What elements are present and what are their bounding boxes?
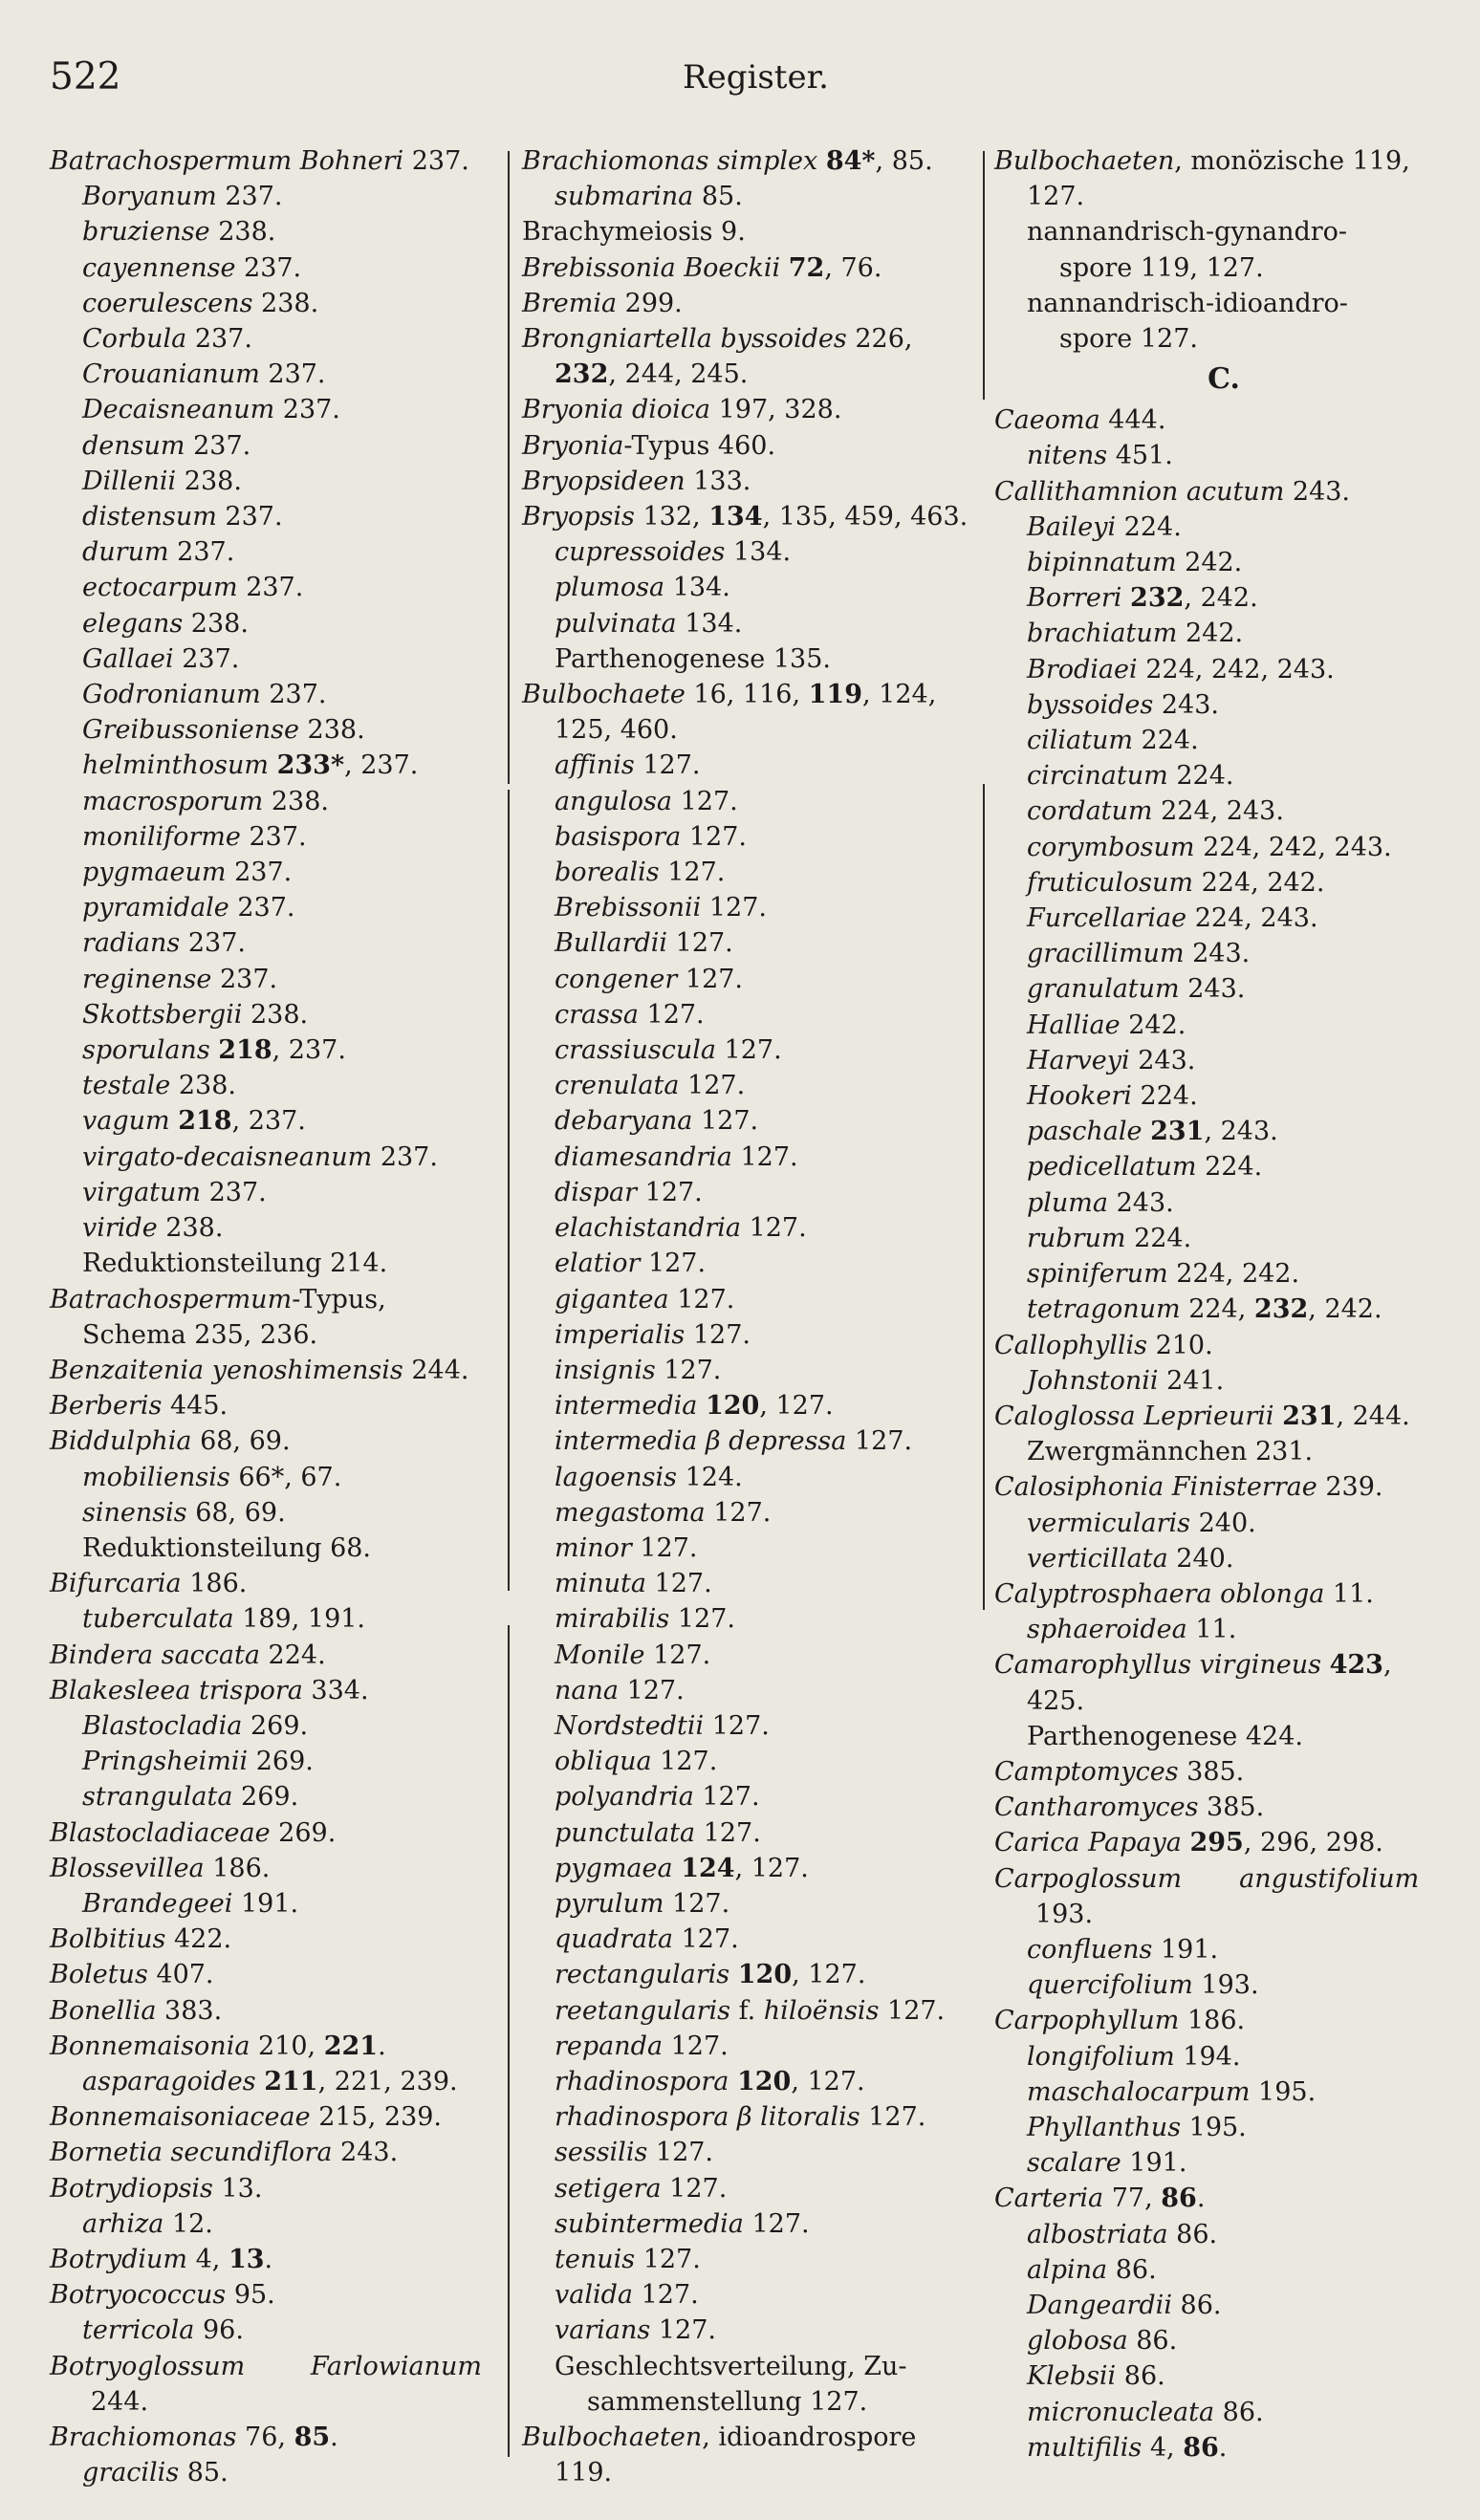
index-entry: longifolium 194. xyxy=(1027,2041,1241,2072)
index-entry: punctulata 127. xyxy=(555,1817,761,1848)
page-title: Register. xyxy=(683,58,829,97)
index-entry: megastoma 127. xyxy=(555,1497,772,1528)
index-entry: Blastocladiaceae 269. xyxy=(50,1817,337,1848)
index-entry: lagoensis 124. xyxy=(555,1462,743,1492)
column-rule-1a xyxy=(508,151,510,784)
index-entry: mobiliensis 66*, 67. xyxy=(82,1462,342,1492)
index-entry: Bryopsideen 133. xyxy=(522,466,751,496)
index-entry: Callithamnion acutum 243. xyxy=(994,476,1351,507)
index-entry: Dillenii 238. xyxy=(82,466,242,496)
index-entry: corymbosum 224, 242, 243. xyxy=(1027,832,1392,862)
index-entry: Decaisneanum 237. xyxy=(82,395,340,425)
index-entry: Bifurcaria 186. xyxy=(50,1569,248,1599)
index-entry: Carica Papaya 295, 296, 298. xyxy=(994,1828,1383,1858)
index-entry: submarina 85. xyxy=(555,182,743,212)
index-entry: rhadinospora 120, 127. xyxy=(555,2066,865,2096)
index-entry: minor 127. xyxy=(555,1532,698,1563)
column-rule-1b xyxy=(508,790,510,1591)
index-entry: strangulata 269. xyxy=(82,1782,299,1813)
index-entry: Benzaitenia yenoshimensis 244. xyxy=(50,1355,469,1385)
index-entry: varians 127. xyxy=(555,2315,716,2346)
index-entry: rhadinospora β litoralis 127. xyxy=(555,2102,926,2133)
index-entry: virgatum 237. xyxy=(82,1177,267,1207)
index-entry: dispar 127. xyxy=(555,1177,703,1207)
index-entry: pyramidale 237. xyxy=(82,893,295,923)
index-entry: Callophyllis 210. xyxy=(994,1330,1213,1360)
index-entry: borealis 127. xyxy=(555,858,726,888)
index-entry: Bryonia dioica 197, 328. xyxy=(522,395,842,425)
index-entry: albostriata 86. xyxy=(1027,2219,1218,2249)
index-entry: asparagoides 211, 221, 239. xyxy=(82,2066,458,2096)
index-entry: Halliae 242. xyxy=(1027,1010,1186,1040)
page-number: 522 xyxy=(50,55,121,98)
index-entry: Brachymeiosis 9. xyxy=(522,217,746,248)
index-entry: Reduktionsteilung 214. xyxy=(82,1249,388,1279)
index-entry: pygmaea 124, 127. xyxy=(555,1853,809,1883)
index-entry: Carteria 77, 86. xyxy=(994,2183,1206,2214)
index-entry: Brebissonia Boeckii 72, 76. xyxy=(522,252,882,283)
index-entry: affinis 127. xyxy=(555,750,701,781)
index-entry: obliqua 127. xyxy=(555,1747,718,1777)
index-entry: pluma 243. xyxy=(1027,1187,1174,1218)
index-entry: Carpophyllum 186. xyxy=(994,2006,1246,2036)
index-entry: Bulbochaeten, idioandrospore xyxy=(522,2422,917,2452)
index-entry: Pringsheimii 269. xyxy=(82,1747,314,1777)
index-entry: mirabilis 127. xyxy=(555,1604,735,1635)
index-entry: Bonnemaisoniaceae 215, 239. xyxy=(50,2102,443,2133)
index-entry: circinatum 224. xyxy=(1027,761,1234,792)
index-entry: Crouanianum 237. xyxy=(82,359,326,390)
index-entry: diamesandria 127. xyxy=(555,1141,798,1172)
index-entry: Parthenogenese 135. xyxy=(555,643,831,674)
index-entry: Blakesleea trispora 334. xyxy=(50,1675,369,1705)
index-entry: arhiza 12. xyxy=(82,2208,213,2239)
index-entry: tuberculata 189, 191. xyxy=(82,1604,366,1635)
index-column-2 xyxy=(522,143,979,2490)
index-entry: Godronianum 237. xyxy=(82,680,327,710)
index-entry: testale 238. xyxy=(82,1071,236,1101)
index-entry: intermedia β depressa 127. xyxy=(555,1426,913,1457)
index-entry: rubrum 224. xyxy=(1027,1223,1192,1253)
index-entry: sessilis 127. xyxy=(555,2138,714,2168)
index-entry: Hookeri 224. xyxy=(1027,1081,1198,1112)
section-letter: C. xyxy=(1208,362,1240,397)
index-entry: Zwergmännchen 231. xyxy=(1027,1437,1314,1467)
index-entry: bruziense 238. xyxy=(82,217,276,248)
index-entry: coerulescens 238. xyxy=(82,288,319,318)
index-entry: Blossevillea 186. xyxy=(50,1853,271,1883)
index-entry: granulatum 243. xyxy=(1027,974,1246,1005)
index-entry: Baileyi 224. xyxy=(1027,511,1182,542)
index-entry: valida 127. xyxy=(555,2280,699,2311)
index-entry: viride 238. xyxy=(82,1213,224,1244)
index-entry: cayennense 237. xyxy=(82,252,302,283)
index-entry: Parthenogenese 424. xyxy=(1027,1721,1303,1751)
index-entry: cupressoides 134. xyxy=(555,537,792,568)
index-entry: helminthosum 233*, 237. xyxy=(82,750,419,781)
index-entry: Borreri 232, 242. xyxy=(1027,583,1258,614)
index-entry: Bonellia 383. xyxy=(50,1995,223,2026)
index-entry: cordatum 224, 243. xyxy=(1027,796,1284,827)
index-entry: globosa 86. xyxy=(1027,2326,1178,2357)
index-entry: nannandrisch-idioandro- xyxy=(1027,288,1348,318)
index-entry: Berberis 445. xyxy=(50,1391,229,1422)
index-entry: bipinnatum 242. xyxy=(1027,548,1243,578)
index-entry: gracilis 85. xyxy=(82,2458,229,2488)
index-entry: insignis 127. xyxy=(555,1355,722,1385)
index-entry: repanda 127. xyxy=(555,2031,729,2061)
index-entry: Gallaei 237. xyxy=(82,643,240,674)
index-entry: Biddulphia 68, 69. xyxy=(50,1426,291,1457)
index-entry: setigera 127. xyxy=(555,2173,728,2204)
index-entry: Botrydium 4, 13. xyxy=(50,2244,273,2274)
index-entry: paschale 231, 243. xyxy=(1027,1117,1278,1147)
index-entry: maschalocarpum 195. xyxy=(1027,2076,1317,2107)
index-entry: distensum 237. xyxy=(82,502,283,532)
column-rule-2a xyxy=(983,151,985,400)
index-entry: 127. xyxy=(1027,182,1085,212)
index-entry: Johnstonii 241. xyxy=(1027,1365,1225,1396)
index-entry: densum 237. xyxy=(82,430,251,461)
index-entry: Camarophyllus virgineus 423, xyxy=(994,1650,1392,1681)
index-entry: debaryana 127. xyxy=(555,1106,759,1137)
index-entry: Bornetia secundiflora 243. xyxy=(50,2138,399,2168)
index-entry: Bulbochaeten, monözische 119, xyxy=(994,146,1410,176)
index-entry: pygmaeum 237. xyxy=(82,858,293,888)
index-entry: Furcellariae 224, 243. xyxy=(1027,903,1318,934)
column-rule-1c xyxy=(508,1625,510,2457)
index-entry: sphaeroidea 11. xyxy=(1027,1615,1237,1645)
index-entry: 425. xyxy=(1027,1685,1085,1716)
index-entry: Bonnemaisonia 210, 221. xyxy=(50,2031,386,2061)
index-entry: angulosa 127. xyxy=(555,786,738,816)
index-entry: 119. xyxy=(555,2458,613,2488)
index-entry: pyrulum 127. xyxy=(555,1888,730,1919)
index-entry: durum 237. xyxy=(82,537,235,568)
index-entry: Harveyi 243. xyxy=(1027,1045,1196,1075)
index-entry: imperialis 127. xyxy=(555,1319,751,1350)
index-entry: polyandria 127. xyxy=(555,1782,760,1813)
index-entry: spore 127. xyxy=(1059,324,1198,355)
index-entry: Botryoglossum Farlowianum 244. xyxy=(50,2351,482,2417)
index-entry: plumosa 134. xyxy=(555,573,730,603)
index-entry: Batrachospermum-Typus, xyxy=(50,1284,386,1314)
index-entry: ciliatum 224. xyxy=(1027,726,1199,756)
index-entry: rectangularis 120, 127. xyxy=(555,1960,866,1990)
index-entry: Brodiaei 224, 242, 243. xyxy=(1027,654,1335,684)
index-entry: Botrydiopsis 13. xyxy=(50,2173,263,2204)
index-entry: spiniferum 224, 242. xyxy=(1027,1259,1300,1290)
index-entry: nitens 451. xyxy=(1027,441,1173,471)
index-entry: congener 127. xyxy=(555,964,744,994)
index-entry: elachistandria 127. xyxy=(555,1213,807,1244)
index-entry: alpina 86. xyxy=(1027,2254,1157,2285)
index-entry: radians 237. xyxy=(82,928,246,959)
index-entry: moniliforme 237. xyxy=(82,821,307,852)
index-entry: Bindera saccata 224. xyxy=(50,1640,326,1670)
index-entry: crassa 127. xyxy=(555,999,705,1030)
index-entry: tetragonum 224, 232, 242. xyxy=(1027,1294,1382,1325)
index-column-3 xyxy=(994,143,1453,2466)
index-entry: subintermedia 127. xyxy=(555,2208,810,2239)
index-entry: Geschlechtsverteilung, Zu- xyxy=(555,2351,907,2381)
index-entry: nannandrisch-gynandro- xyxy=(1027,217,1348,248)
column-rule-2b xyxy=(983,784,985,1610)
index-entry: micronucleata 86. xyxy=(1027,2397,1264,2427)
index-entry: elegans 238. xyxy=(82,608,249,639)
index-entry: Schema 235, 236. xyxy=(82,1319,318,1350)
index-entry: Greibussoniense 238. xyxy=(82,715,365,746)
index-column-1 xyxy=(50,143,499,2490)
index-entry: Skottsbergii 238. xyxy=(82,999,309,1030)
index-entry: brachiatum 242. xyxy=(1027,619,1244,649)
page-header xyxy=(50,55,1436,103)
index-entry: Bullardii 127. xyxy=(555,928,733,959)
index-entry: fruticulosum 224, 242. xyxy=(1027,867,1325,898)
index-entry: Botryococcus 95. xyxy=(50,2280,275,2311)
index-entry: Caloglossa Leprieurii 231, 244. xyxy=(994,1401,1410,1431)
index-entry: macrosporum 238. xyxy=(82,786,329,816)
index-entry: Boryanum 237. xyxy=(82,182,283,212)
index-entry: ectocarpum 237. xyxy=(82,573,304,603)
index-entry: gracillimum 243. xyxy=(1027,939,1251,969)
index-entry: Nordstedtii 127. xyxy=(555,1710,770,1741)
index-entry: multifilis 4, 86. xyxy=(1027,2432,1228,2463)
index-entry: Boletus 407. xyxy=(50,1960,214,1990)
index-entry: Blastocladia 269. xyxy=(82,1710,309,1741)
index-entry: crenulata 127. xyxy=(555,1071,746,1101)
index-entry: Bolbitius 422. xyxy=(50,1924,232,1955)
index-entry: Camptomyces 385. xyxy=(994,1756,1245,1787)
index-entry: reginense 237. xyxy=(82,964,278,994)
index-entry: pulvinata 134. xyxy=(555,608,743,639)
index-entry: Batrachospermum Bohneri 237. xyxy=(50,146,469,176)
index-entry: intermedia 120, 127. xyxy=(555,1391,834,1422)
index-entry: vagum 218, 237. xyxy=(82,1106,306,1137)
index-entry: Calyptrosphaera oblonga 11. xyxy=(994,1578,1374,1609)
index-entry: Reduktionsteilung 68. xyxy=(82,1532,372,1563)
index-entry: confluens 191. xyxy=(1027,1934,1219,1965)
index-entry: Klebsii 86. xyxy=(1027,2361,1165,2392)
index-entry: Brachiomonas simplex 84*, 85. xyxy=(522,146,933,176)
index-entry: Corbula 237. xyxy=(82,324,252,355)
index-entry: Caeoma 444. xyxy=(994,405,1166,436)
index-entry: spore 119, 127. xyxy=(1059,252,1264,283)
index-entry: 125, 460. xyxy=(555,715,678,746)
index-entry: vermicularis 240. xyxy=(1027,1508,1256,1538)
index-entry: elatior 127. xyxy=(555,1249,707,1279)
index-entry: Brongniartella byssoides 226, xyxy=(522,324,913,355)
index-entry: 232, 244, 245. xyxy=(555,359,749,390)
index-entry: byssoides 243. xyxy=(1027,689,1219,720)
index-entry: Cantharomyces 385. xyxy=(994,1792,1265,1823)
index-entry: sinensis 68, 69. xyxy=(82,1497,286,1528)
index-entry: Bryonia-Typus 460. xyxy=(522,430,776,461)
index-entry: pedicellatum 224. xyxy=(1027,1152,1263,1183)
index-entry: Dangeardii 86. xyxy=(1027,2290,1222,2320)
index-entry: virgato-decaisneanum 237. xyxy=(82,1141,438,1172)
index-entry: Bulbochaete 16, 116, 119, 124, xyxy=(522,680,937,710)
index-entry: Brachiomonas 76, 85. xyxy=(50,2422,338,2452)
index-entry: basispora 127. xyxy=(555,821,747,852)
index-entry: verticillata 240. xyxy=(1027,1543,1234,1574)
index-entry: gigantea 127. xyxy=(555,1284,735,1314)
index-entry: Phyllanthus 195. xyxy=(1027,2112,1247,2142)
index-entry: terricola 96. xyxy=(82,2315,244,2346)
index-entry: nana 127. xyxy=(555,1675,685,1705)
index-entry: Carpoglossum angustifolium 193. xyxy=(994,1863,1420,1929)
index-entry: crassiuscula 127. xyxy=(555,1035,782,1066)
index-entry: sammenstellung 127. xyxy=(587,2386,868,2417)
index-entry: minuta 127. xyxy=(555,1569,712,1599)
index-entry: Bryopsis 132, 134, 135, 459, 463. xyxy=(522,502,969,532)
index-entry: quadrata 127. xyxy=(555,1924,739,1955)
index-entry: quercifolium 193. xyxy=(1027,1970,1259,2001)
index-entry: scalare 191. xyxy=(1027,2148,1187,2179)
index-entry: Calosiphonia Finisterrae 239. xyxy=(994,1472,1383,1503)
index-entry: Monile 127. xyxy=(555,1640,711,1670)
index-entry: Brandegeei 191. xyxy=(82,1888,299,1919)
index-entry: Brebissonii 127. xyxy=(555,893,767,923)
index-entry: tenuis 127. xyxy=(555,2244,701,2274)
index-entry: Bremia 299. xyxy=(522,288,683,318)
index-entry: sporulans 218, 237. xyxy=(82,1035,346,1066)
index-entry: reetangularis f. hiloënsis 127. xyxy=(555,1995,946,2026)
